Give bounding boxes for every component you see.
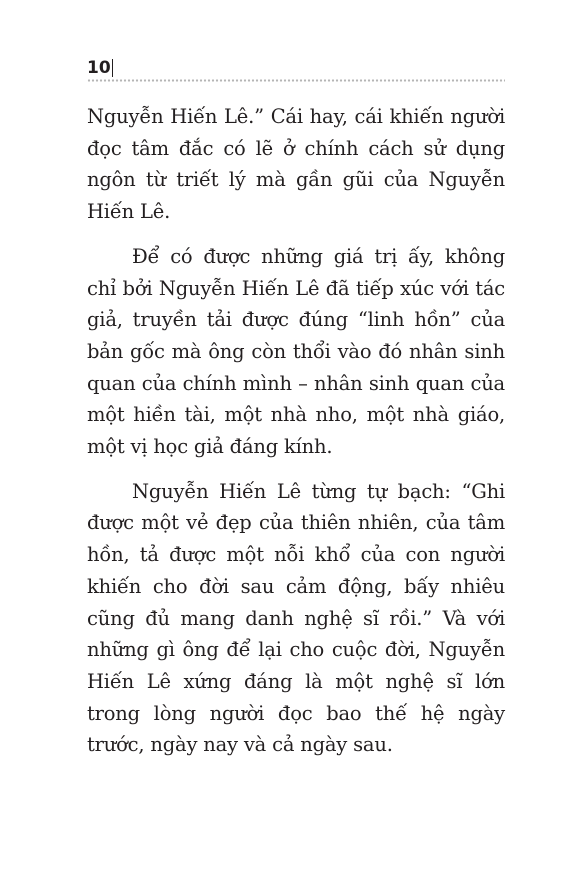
dotted-header-rule xyxy=(87,79,505,82)
page-header xyxy=(87,58,505,82)
header-divider-bar xyxy=(112,59,113,77)
page-number: 10 xyxy=(87,58,111,78)
page-body xyxy=(87,101,505,774)
paragraph: Nguyễn Hiến Lê từng tự bạch: “Ghi được một vẻ đẹp của thiên nhiên, của tâm hồn, tả được một nỗi khổ của con người khiến cho đời sau cảm động, bấy nhiêu cũng đủ mang danh nghệ sĩ rồi.” Và với những gì ông để lại cho cuộc đời, Nguyễn Hiến Lê xứng đáng là một nghệ sĩ lớn trong lòng người đọc bao thế hệ ngày trước, ngày nay và cả ngày sau. xyxy=(87,479,505,757)
paragraph-continuation: Nguyễn Hiến Lê.” Cái hay, cái khiến người đọc tâm đắc có lẽ ở chính cách sử dụng ngôn từ triết lý mà gần gũi của Nguyễn Hiến Lê. xyxy=(87,105,505,224)
paragraph: Để có được những giá trị ấy, không chỉ bởi Nguyễn Hiến Lê đã tiếp xúc với tác giả, truyền tải được đúng “linh hồn” của bản gốc mà ông còn thổi vào đó nhân sinh quan của chính mình – nhân sinh quan của một hiền tài, một nhà nho, một nhà giáo, một vị học giả đáng kính. xyxy=(87,244,505,459)
